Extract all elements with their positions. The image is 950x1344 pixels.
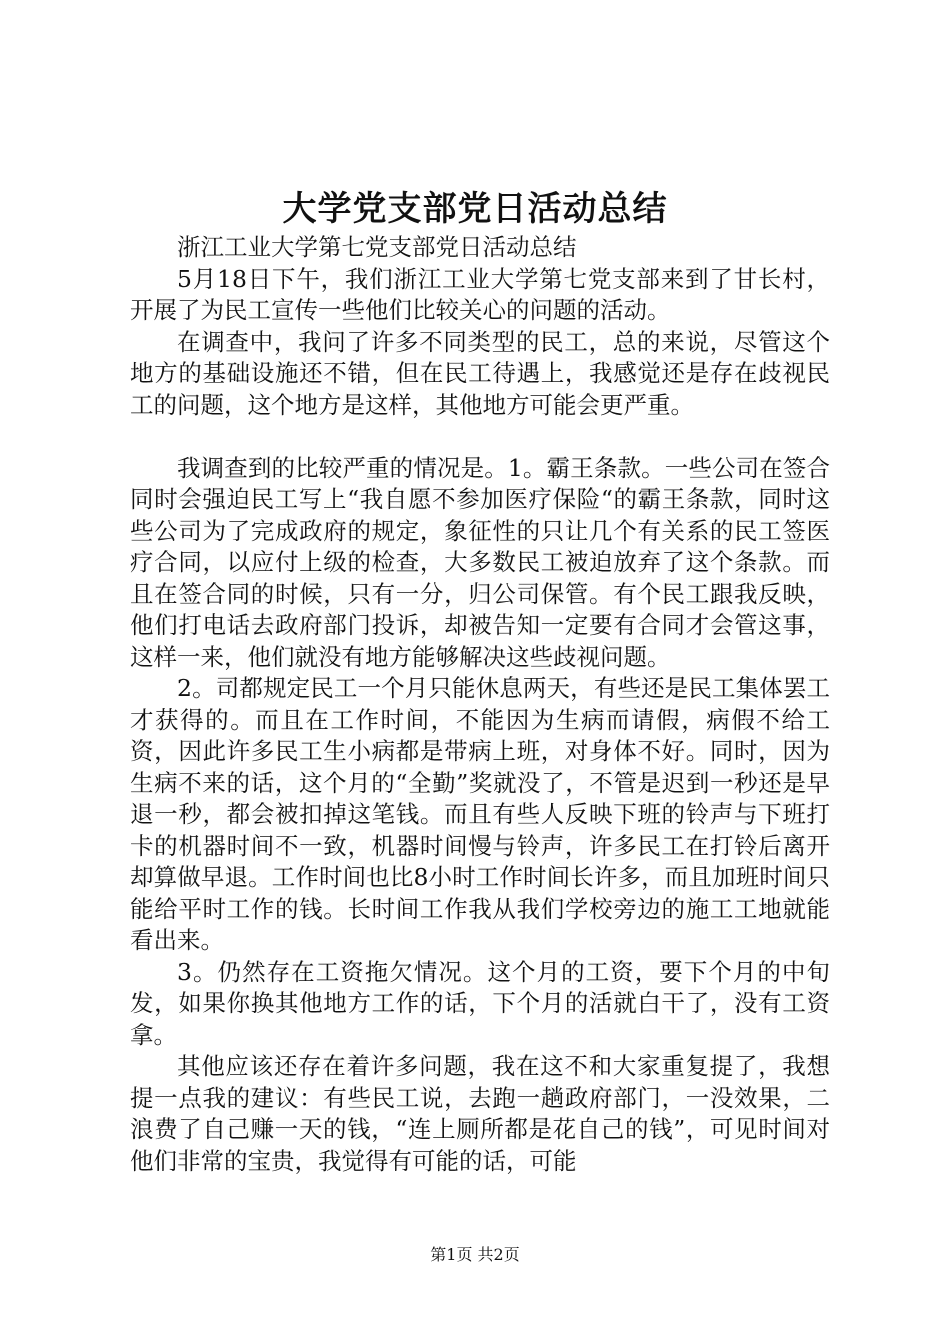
paragraph-issue-1: 我调查到的比较严重的情况是。1。霸王条款。一些公司在签合同时会强迫民工写上“我自愿不参加医疗保险“的霸王条款，同时这些公司为了完成政府的规定，象征性的只让几个有关系的民工签医疗合同，以应付上级的检查，大多数民工被迫放弃了这个条款。而且在签合同的时候，只有一分，归公司保管。有个民工跟我反映，他们打电话去政府部门投诉，却被告知一定要有合同才会管这事，这样一来，他们就没有地方能够解决这些歧视问题。	[130, 453, 830, 671]
paragraph-issue-2: 2。司都规定民工一个月只能休息两天，有些还是民工集体罢工才获得的。而且在工作时间，不能因为生病而请假，病假不给工资，因此许多民工生小病都是带病上班，对身体不好。同时，因为生病不来的话，这个月的“全勤”奖就没了，不管是迟到一秒还是早退一秒，都会被扣掉这笔钱。而且有些人反映下班的铃声与下班打卡的机器时间不一致，机器时间慢与铃声，许多民工在打铃后离开却算做早退。工作时间也比8小时工作时间长许多，而且加班时间只能给平时工作的钱。长时间工作我从我们学校旁边的施工工地就能看出来。	[130, 674, 830, 954]
paragraph-subtitle: 浙江工业大学第七党支部党日活动总结	[177, 233, 577, 261]
page-footer: 第1页 共2页	[430, 1245, 520, 1264]
paragraph-issue-3: 3。仍然存在工资拖欠情况。这个月的工资，要下个月的中旬发，如果你换其他地方工作的话，下个月的活就白干了，没有工资拿。	[130, 957, 830, 1049]
document-body	[130, 232, 830, 1177]
paragraph-survey: 在调查中，我问了许多不同类型的民工，总的来说，尽管这个地方的基础设施还不错，但在民工待遇上，我感觉还是存在歧视民工的问题，这个地方是这样，其他地方可能会更严重。	[130, 327, 830, 419]
paragraph-intro: 5月18日下午，我们浙江工业大学第七党支部来到了甘长村，开展了为民工宣传一些他们比较关心的问题的活动。	[130, 264, 830, 324]
paragraph-suggestion: 其他应该还存在着许多问题，我在这不和大家重复提了，我想提一点我的建议：有些民工说，去跑一趟政府部门，一没效果，二浪费了自己赚一天的钱，“连上厕所都是花自己的钱”，可见时间对他们非常的宝贵，我觉得有可能的话，可能	[130, 1052, 830, 1175]
document-title: 大学党支部党日活动总结	[282, 189, 668, 229]
